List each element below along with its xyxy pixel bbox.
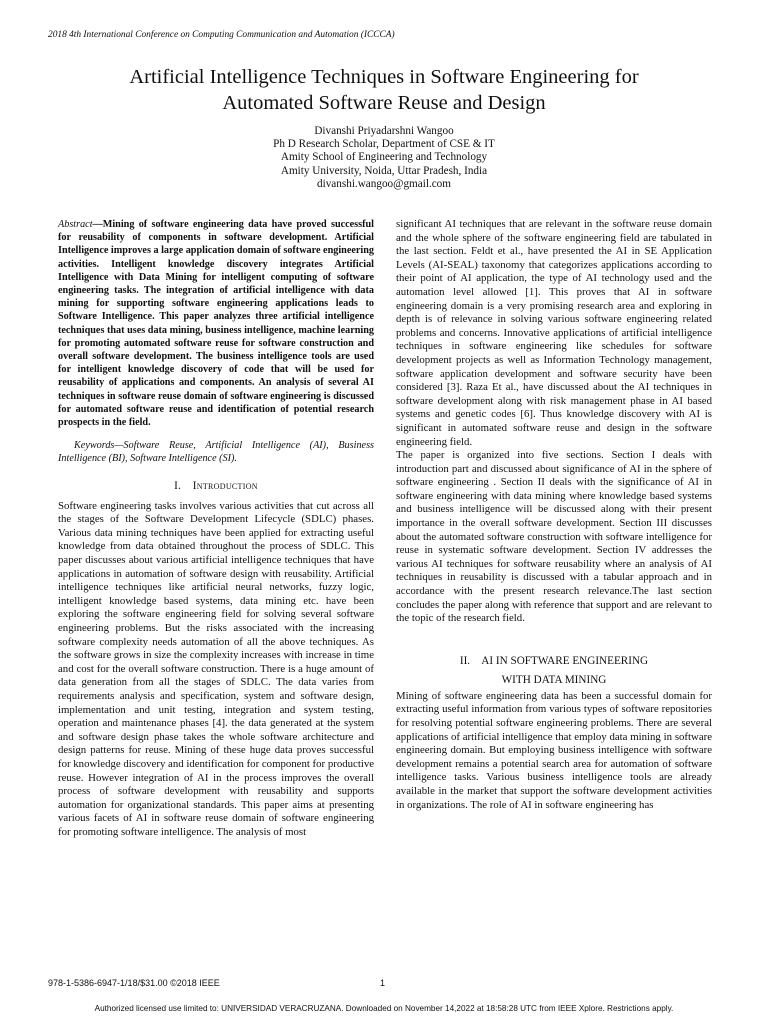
author-email: divanshi.wangoo@gmail.com: [317, 177, 451, 190]
section-heading-ai-in-se: [396, 652, 712, 690]
keywords: Keywords—Software Reuse, Artificial Intelligence (AI), Business Intelligence (BI), Software Intelligence (SI).: [58, 440, 374, 465]
abstract: [58, 218, 374, 429]
author-position: Ph D Research Scholar, Department of CSE & IT: [273, 138, 495, 151]
conference-header: 2018 4th International Conference on Computing Communication and Automation (ICCCA): [48, 30, 395, 40]
author-institution: Amity School of Engineering and Technology: [280, 151, 488, 164]
title-line-1: Artificial Intelligence Techniques in Software Engineering for: [129, 66, 639, 88]
page-number: 1: [380, 978, 386, 988]
section-heading-introduction: I. Introduction: [174, 479, 258, 492]
right-paragraph-2: The paper is organized into five sections. Section I deals with introduction part and discussed about significance of AI in the sphere of software engineering . Section II deals with the significance of AI in software engineering with data mining where knowledge based systems and business intelligence will be discussed along with their present importance in the overall software development. Section III discusses about the automated software construction with software intelligence for reuse in systematic software development. Section IV addresses the various AI techniques for software reusability where an analysis of AI techniques in reusability is discussed with a tabular approach and in accordance with the present research relevance.The last section concludes the paper along with reference that support and are relevant to the topic of the research field.: [396, 449, 712, 625]
paper-title: [40, 64, 728, 116]
title-line-2: Automated Software Reuse and Design: [222, 92, 546, 114]
abstract-text: —Mining of software engineering data have proved successful for reusability of components in software development. Artificial Intelligence improves a large application domain of software engineering activities. Intelligent knowledge discovery integrates Artificial Intelligence with Data Mining for intelligent computing of software engineering tasks. The integration of artificial intelligence with data mining for supporting software engineering applications leads to Software Intelligence. This paper analyzes three artificial intelligence techniques that uses data mining, business intelligence, machine learning for promoting automated software reuse for software construction and overall software development. The business intelligence tools are used for intelligent knowledge discovery of code that will be used for reusability of applications and components. An analysis of several AI techniques in software reuse domain of software engineering is discussed for automated software reuse and identification of potential research prospects in the field.: [58, 219, 374, 429]
section-heading-line-1: II. AI IN SOFTWARE ENGINEERING: [459, 654, 649, 667]
author-name: Divanshi Priyadarshni Wangoo: [314, 125, 454, 137]
section-heading-line-2: WITH DATA MINING: [501, 673, 607, 686]
right-paragraph-3: Mining of software engineering data has been a successful domain for extracting useful information from various types of software repositories for resolving potential software engineering problems. There are several applications of artificial intelligence that employ data mining in software engineering domain. But employing business intelligence with software development remains a potential search area for automation of software intelligence tasks. Various business intelligence tools are already available in the market that support the software development activities in organizations. The role of AI in software engineering has: [396, 689, 712, 811]
isbn-footer: 978-1-5386-6947-1/18/$31.00 ©2018 IEEE: [48, 978, 220, 988]
right-paragraph-1: significant AI techniques that are relevant in the software reuse domain and the whole sphere of the software engineering field are tabulated in the last section. Feldt et al., have presented the AI in SE Application Levels (AI-SEAL) taxonomy that categorizes applications according to their point of AI application, the type of AI technology used and the automation level allowed [1]. This proves that AI in software engineering domain is a very promising research area and exploring in depth is of relevance in solving various software engineering related problems and concerns. Innovative applications of artificial intelligence techniques in software engineering like schedules for software development projects as well as Information Technology management, software application development and software security have been considered [3]. Raza Et al., have discussed about the AI techniques in software development along with risk management phase in AI based systems and genetic codes [6]. Thus knowledge discovery with AI is significant in automated software reuse and design in the software engineering field.: [396, 218, 712, 448]
license-notice: Authorized licensed use limited to: UNIVERSIDAD VERACRUZANA. Downloaded on November 14,2022 at 18:58:28 UTC from IEEE Xplore. Restrictions apply.: [94, 1004, 674, 1013]
left-column: [58, 218, 374, 840]
abstract-label: Abstract: [58, 219, 93, 230]
author-location: Amity University, Noida, Uttar Pradesh, India: [280, 164, 488, 177]
introduction-text: Software engineering tasks involves various activities that cut across all the stages of the Software Development Lifecycle (SDLC) phases. Various data mining techniques have been applied for extracting useful knowledge from data obtained throughout the process of SDLC. This paper discusses about various artificial intelligence techniques that have applications in automation of software design with reusability. Artificial intelligence techniques like artificial neural networks, fuzzy logic, intelligent knowledge based systems, data mining etc. have been exploring the software engineering field for solving several software engineering problems. But the risks associated with the increasing software complexity needs automation of all the above techniques. As the software grows in size the complexity increases with increase in time and cost for the overall software construction. There is a huge amount of data generation from all the stages of SDLC. The data varies from requirements analysis and specification, system and software design, implementation and unit testing, integration and system testing, operation and maintenance phases [4]. the data generated at the system and software design phase takes the whole software architecture and design patterns for reuse. Mining of these huge data proves successful for knowledge discovery and identification for component for productive reuse. However integration of AI in the process improves the overall process of software development with reusability and supports automation for organizational standards. This paper aims at presenting various facets of AI in software reuse domain of software engineering for promoting software intelligence. The analysis of most: [58, 499, 375, 838]
right-column: [396, 218, 712, 812]
author-block: [134, 125, 634, 191]
